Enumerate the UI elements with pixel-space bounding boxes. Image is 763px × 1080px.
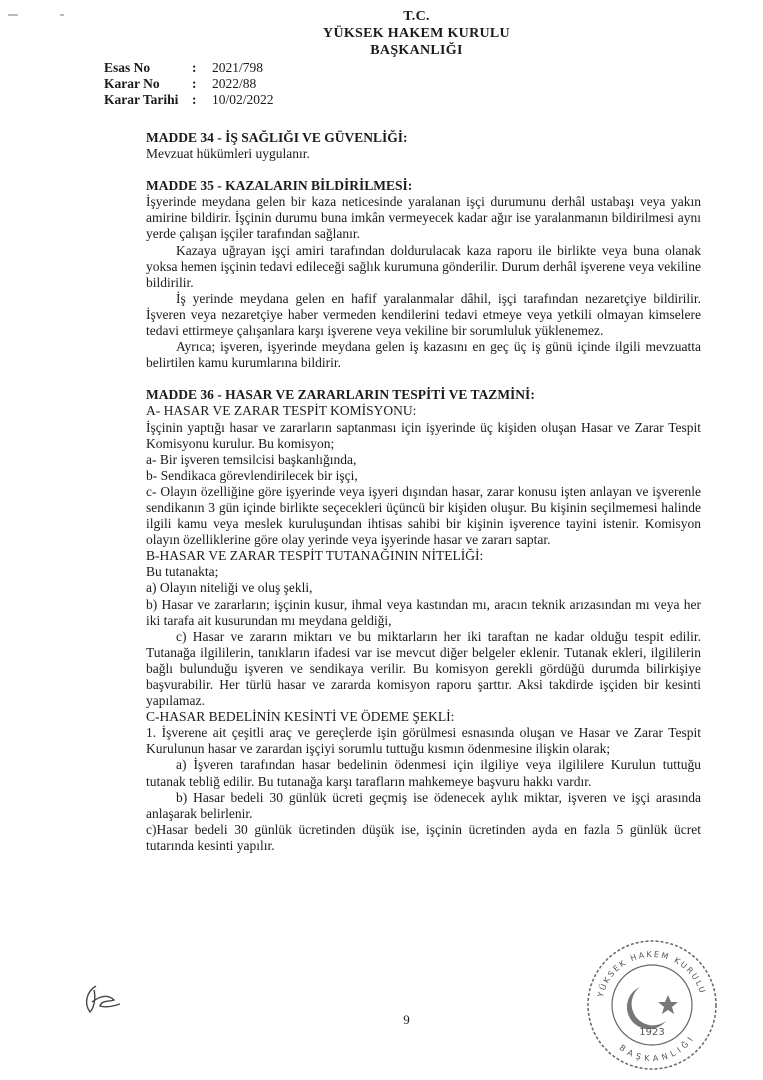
case-metadata — [104, 60, 274, 108]
madde35-paragraph-1: İşyerinde meydana gelen bir kaza neticesinde yaralanan işçi durumunu derhâl ustabaşı veya yakın amirine bildirir. İşçinin durumu buna imkân vermeyecek kadar ağır ise yaralanmanın bildirilmesi aynı yerde çalışan işçiler tarafından sağlanır. — [146, 194, 701, 242]
seal-year: 1923 — [639, 1027, 665, 1038]
signature-icon — [78, 978, 138, 1018]
header-line-presidency: BAŞKANLIĞI — [370, 43, 463, 58]
page-number: 9 — [403, 1012, 410, 1027]
madde36-b-item-c: c) Hasar ve zararın miktarı ve bu miktarların her iki taraftan ne kadar olduğu tespit edilir. Tutanağa ilgililerin, tanıkların ifadesi var ise mevcut diğer belgeler eklenir. Tutanak ekleri, ilgililerin bağlı bulunduğu işveren ve sendikaya verilir. Bu komisyon gerekli gördüğü durumda bilirkişiye başvurabilir. Her türlü hasar ve zararda komisyon raporu şarttır. Aksi takdirde işçiden bir kesinti yapılamaz. — [146, 628, 701, 709]
svg-text:YÜKSEK HAKEM KURULU — [596, 950, 708, 999]
madde34-text: Mevzuat hükümleri uygulanır. — [146, 146, 310, 162]
karar-label: Karar No — [104, 76, 160, 91]
header-line-institution: YÜKSEK HAKEM KURULU — [323, 26, 510, 41]
madde35-paragraph-2: Kazaya uğrayan işçi amiri tarafından doldurulacak kaza raporu ile birlikte veya buna olanak yoksa hemen işçinin tedavi edileceği sağlık kurumuna gönderilir. Durum derhâl işverene veya vekiline bildirilir. — [146, 242, 701, 290]
tarih-value: 10/02/2022 — [212, 92, 274, 107]
official-seal-icon — [582, 935, 722, 1075]
madde35-paragraph-4: Ayrıca; işveren, işyerinde meydana gelen iş kazasını en geç üç iş günü içinde ilgili mevzuatta belirtilen kamu kurumlarına bildirir. — [146, 339, 701, 371]
madde36-c-item-b: b) Hasar bedeli 30 günlük ücreti geçmiş ise ödenecek aylık miktar, işveren ve işçi arasında anlaşarak belirlenir. — [146, 789, 701, 821]
tarih-label: Karar Tarihi — [104, 92, 179, 107]
document-body — [146, 130, 701, 854]
madde36-c-item-a: a) İşveren tarafından hasar bedelinin ödenmesi için ilgiliye veya ilgililere Kurulun tuttuğu tutanak tebliğ edilir. Bu tutanağa karşı tarafların mahkemeye başvuru hakkı vardır. — [146, 757, 701, 789]
esas-label: Esas No — [104, 60, 151, 75]
madde36-a-item-b: b- Sendikaca görevlendirilecek bir işçi, — [146, 467, 358, 483]
madde36-a-heading: A- HASAR VE ZARAR TESPİT KOMİSYONU: — [146, 403, 417, 419]
tarih-colon: : — [192, 92, 197, 107]
seal-bottom-text: BAŞKANLIĞI — [617, 1032, 697, 1064]
esas-row — [104, 60, 274, 76]
madde36-c-item-c: c)Hasar bedeli 30 günlük ücretinden düşük ise, işçinin ücretinden ayda en fazla 5 günlük ücret tutarında kesinti yapılır. — [146, 821, 701, 853]
section-gap — [146, 371, 701, 387]
madde35-paragraph-3: İş yerinde meydana gelen en hafif yaralanmalar dâhil, işçi tarafından nezaretçiye bildirilir. İşveren veya nezaretçiye haber vermeden kendilerini tedavi etmeye veya yetkili olmayan kimselere tedavi ettirmeye çalışanlara karşı işverene veya vekiline bir sorumluluk yüklenemez. — [146, 290, 701, 339]
madde36-b-item-a: a) Olayın niteliği ve oluş şekli, — [146, 580, 313, 596]
esas-value: 2021/798 — [212, 60, 264, 75]
madde36-b-heading: B-HASAR VE ZARAR TESPİT TUTANAĞININ NİTELİĞİ: — [146, 548, 484, 564]
madde34-title: MADDE 34 - İŞ SAĞLIĞI VE GÜVENLİĞİ: — [146, 130, 408, 145]
esas-colon: : — [192, 60, 197, 75]
document-header — [0, 8, 763, 59]
karar-row — [104, 76, 274, 92]
header-line-tc: T.C. — [403, 9, 430, 24]
madde36-c-heading: C-HASAR BEDELİNİN KESİNTİ VE ÖDEME ŞEKLİ: — [146, 709, 455, 725]
madde36-a-item-c: c- Olayın özelliğine göre işyerinde veya işyeri dışından hasar, zarar konusu işten anlayan ve işverenle sendikanın 3 gün içinde birlikte seçecekleri üçüncü bir kişiden oluşur. Bu kişinin seçilmemesi halinde ilgili kamu veya meslek kuruluşundan ihtisas sahibi bir kişinin işverence tayini istenir. Komisyon olayın özelliklerine göre olay yerinde veya işyerinde hasar ve zararı saptar. — [146, 483, 701, 548]
madde36-c-paragraph: 1. İşverene ait çeşitli araç ve gereçlerde işin görülmesi esnasında oluşan ve Hasar ve Zarar Tespit Kurulunun hasar ve zarardan işçiyi sorumlu tuttuğu kısmın ödenmesine ilişkin olarak; — [146, 725, 701, 757]
madde36-b-item-b: b) Hasar ve zararların; işçinin kusur, ihmal veya kastından mı, aracın teknik arızasından mı veya her iki tarafa ait kusurundan mı meydana geldiği, — [146, 596, 701, 628]
seal-top-text: YÜKSEK HAKEM KURULU — [595, 949, 708, 999]
madde35-title: MADDE 35 - KAZALARIN BİLDİRİLMESİ: — [146, 178, 413, 194]
tarih-row — [104, 92, 274, 108]
madde36-a-paragraph: İşçinin yaptığı hasar ve zararların saptanması için işyerinde üç kişiden oluşan Hasar ve Zarar Tespit Komisyonu kurulur. Bu komisyon; — [146, 419, 701, 451]
section-gap — [146, 162, 701, 178]
karar-value: 2022/88 — [212, 76, 257, 91]
madde36-a-item-a: a- Bir işveren temsilcisi başkanlığında, — [146, 451, 357, 467]
madde36-b-intro: Bu tutanakta; — [146, 564, 219, 580]
karar-colon: : — [192, 76, 197, 91]
madde36-title: MADDE 36 - HASAR VE ZARARLARIN TESPİTİ VE TAZMİNİ: — [146, 387, 535, 403]
